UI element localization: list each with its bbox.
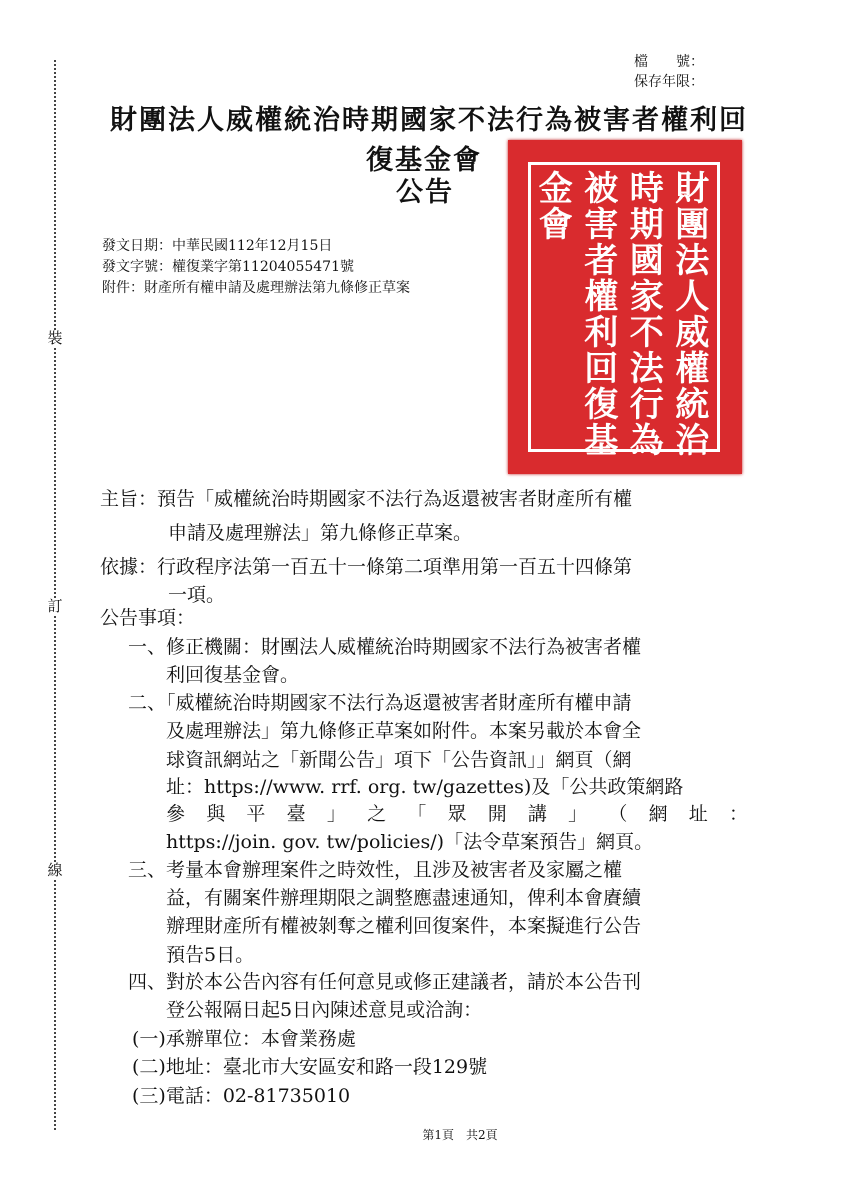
binding-margin-line <box>54 60 56 1130</box>
seal-character: 時 <box>629 169 664 209</box>
seal-character: 不 <box>629 313 664 353</box>
seal-character: 復 <box>584 385 619 425</box>
seal-character: 國 <box>629 241 664 281</box>
subject-line-2: 申請及處理辦法」第九條修正草案。 <box>168 522 473 544</box>
contact-unit: (一)承辦單位：本會業務處 <box>132 1028 356 1050</box>
page-number: 第1頁 共2頁 <box>422 1128 498 1142</box>
seal-character <box>539 423 573 459</box>
seal-character: 會 <box>538 205 573 245</box>
attachment-line: 附件：財產所有權申請及處理辦法第九條修正草案 <box>102 280 410 296</box>
binding-mark-xian: 線 <box>47 861 63 879</box>
seal-character: 法 <box>675 241 710 281</box>
item4-line-1: 四、對於本公告內容有任何意見或修正建議者，請於本公告刊 <box>128 971 642 993</box>
contact-phone: (三)電話：02-81735010 <box>132 1085 351 1107</box>
item3-line-2: 益，有關案件辦理期限之調整應盡速通知，俾利本會賡續 <box>166 887 642 909</box>
seal-character: 為 <box>629 421 664 461</box>
seal-character: 期 <box>629 205 664 245</box>
seal-character: 威 <box>675 313 710 353</box>
seal-column <box>675 169 710 461</box>
official-seal <box>508 140 742 474</box>
seal-character: 人 <box>675 277 710 317</box>
seal-character <box>539 243 573 279</box>
item2-line-1: 二、「威權統治時期國家不法行為返還被害者財產所有權申請 <box>128 692 632 714</box>
seal-character: 權 <box>584 277 619 317</box>
item3-line-3: 辦理財產所有權被剝奪之權利回復案件，本案擬進行公告 <box>166 915 642 937</box>
item1-line-2: 利回復基金會。 <box>166 664 300 686</box>
seal-character: 法 <box>629 349 664 389</box>
seal-character: 金 <box>538 169 573 209</box>
contact-address: (二)地址：臺北市大安區安和路一段129號 <box>132 1056 488 1078</box>
seal-column <box>584 169 619 461</box>
seal-character: 者 <box>584 241 619 281</box>
seal-column <box>629 169 664 461</box>
seal-character: 家 <box>629 277 664 317</box>
seal-character: 利 <box>584 313 619 353</box>
seal-characters <box>528 162 720 461</box>
seal-character: 團 <box>675 205 710 245</box>
document-number: 發文字號：權復業字第11204055471號 <box>102 259 354 275</box>
items-heading: 公告事項： <box>100 607 196 629</box>
document-meta <box>102 236 410 299</box>
seal-character <box>539 351 573 387</box>
basis-line-1: 依據：行政程序法第一百五十一條第二項準用第一百五十四條第 <box>100 556 633 578</box>
item1-line-1: 一、修正機關：財團法人威權統治時期國家不法行為被害者權 <box>128 636 642 658</box>
seal-character: 治 <box>675 421 710 461</box>
seal-character: 基 <box>584 421 619 461</box>
seal-character: 權 <box>675 349 710 389</box>
document-type-heading: 公告 <box>396 177 454 208</box>
seal-character <box>539 387 573 423</box>
seal-character: 害 <box>584 205 619 245</box>
seal-character: 財 <box>675 169 710 209</box>
seal-character <box>539 315 573 351</box>
item3-line-1: 三、考量本會辦理案件之時效性，且涉及被害者及家屬之權 <box>128 859 623 881</box>
document-title-line2: 復基金會 <box>366 145 482 176</box>
issue-date: 發文日期：中華民國112年12月15日 <box>102 238 333 254</box>
archive-retention-period: 保存年限： <box>634 74 704 90</box>
seal-character <box>539 279 573 315</box>
seal-column <box>539 171 573 443</box>
seal-character: 行 <box>629 385 664 425</box>
seal-character: 被 <box>584 169 619 209</box>
subject-line-1: 主旨：預告「威權統治時期國家不法行為返還被害者財產所有權 <box>100 488 633 510</box>
item3-line-4: 預告5日。 <box>166 944 255 966</box>
seal-character: 回 <box>584 349 619 389</box>
binding-mark-ding: 訂 <box>47 597 63 615</box>
item2-line-3: 球資訊網站之「新聞公告」項下「公告資訊」」網頁（網 <box>166 749 632 771</box>
item4-line-2: 登公報隔日起5日內陳述意見或洽詢： <box>166 999 483 1021</box>
item2-line-4: 址：https://www. rrf. org. tw/gazettes)及「公共政策網路 <box>166 776 684 798</box>
document-title-line1: 財團法人威權統治時期國家不法行為被害者權利回 <box>110 105 748 136</box>
item2-line-5: 參 與 平 臺 」 之 「 眾 開 講 」 （ 網 址 ： <box>166 803 748 825</box>
item2-line-6: https://join. gov. tw/policies/)「法令草案預告」網頁。 <box>166 831 654 853</box>
archive-file-number: 檔 號： <box>634 54 704 70</box>
basis-line-2: 一項。 <box>168 584 226 606</box>
archive-fields <box>600 52 704 92</box>
binding-mark-zhuang: 裝 <box>47 329 63 347</box>
item2-line-2: 及處理辦法」第九條修正草案如附件。本案另載於本會全 <box>166 720 642 742</box>
seal-character: 統 <box>675 385 710 425</box>
